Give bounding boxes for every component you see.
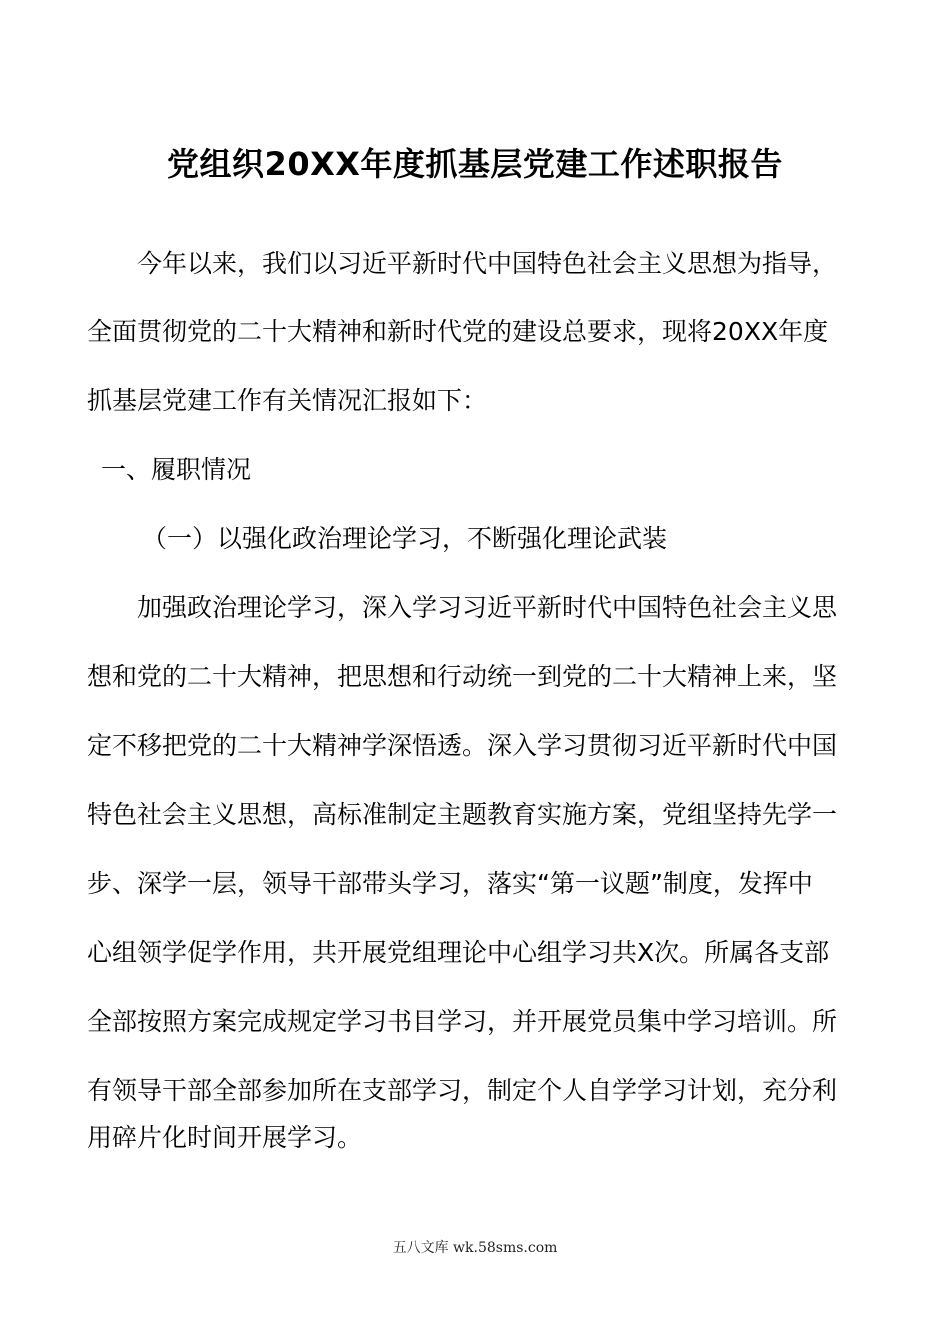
subsection-heading: （一）以强化政治理论学习，不断强化理论武装: [142, 524, 668, 553]
footer-watermark: 五八文库 wk.58sms.com: [392, 1240, 558, 1256]
body-line-9: 用碎片化时间开展学习。: [87, 1123, 363, 1152]
document-title: 党组织20XX年度抓基层党建工作述职报告: [167, 145, 783, 183]
intro-line-1: 今年以来，我们以习近平新时代中国特色社会主义思想为指导，: [137, 249, 838, 278]
body-line-1: 加强政治理论学习，深入学习习近平新时代中国特色社会主义思: [137, 593, 838, 622]
body-line-6: 心组领学促学作用，共开展党组理论中心组学习共X次。所属各支部: [87, 938, 830, 967]
intro-line-3: 抓基层党建工作有关情况汇报如下：: [87, 386, 488, 415]
section-heading: 一、履职情况: [101, 455, 252, 484]
body-line-5: 步、深学一层，领导干部带头学习，落实“第一议题”制度，发挥中: [87, 869, 813, 898]
body-line-2: 想和党的二十大精神，把思想和行动统一到党的二十大精神上来，坚: [87, 662, 838, 691]
body-line-7: 全部按照方案完成规定学习书目学习，并开展党员集中学习培训。所: [87, 1007, 838, 1036]
body-line-8: 有领导干部全部参加所在支部学习，制定个人自学学习计划，充分利: [87, 1076, 838, 1105]
intro-line-2: 全面贯彻党的二十大精神和新时代党的建设总要求，现将20XX年度: [87, 317, 829, 346]
body-line-4: 特色社会主义思想，高标准制定主题教育实施方案，党组坚持先学一: [87, 800, 838, 829]
body-line-3: 定不移把党的二十大精神学深悟透。深入学习贯彻习近平新时代中国: [87, 731, 838, 760]
